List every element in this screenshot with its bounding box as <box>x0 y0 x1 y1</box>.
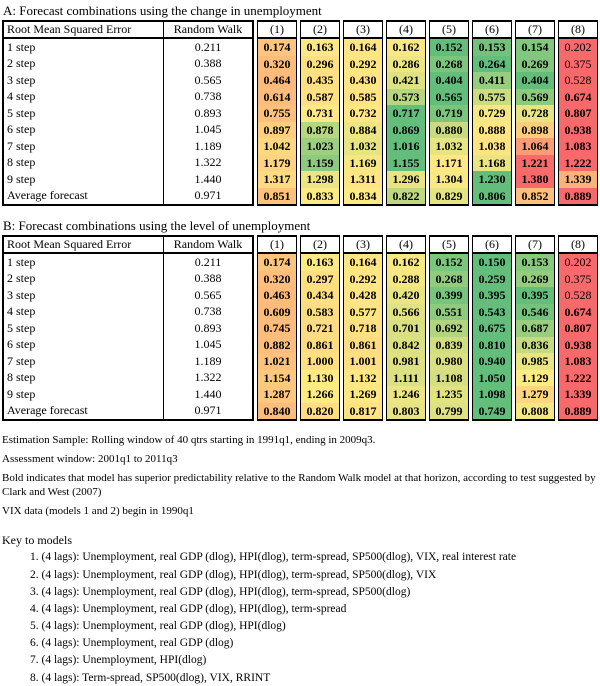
forecast-rmse-cell: 0.320 <box>258 56 296 73</box>
forecast-rmse-cell: 1.001 <box>344 353 382 370</box>
row-label: 9 step <box>4 171 164 188</box>
forecast-rmse-cell: 0.861 <box>301 337 339 354</box>
key-item-7: 7. (4 lags): Unemployment, HPI(dlog) <box>30 654 207 667</box>
model-column-header: (7) <box>516 237 554 254</box>
model-column <box>515 20 555 206</box>
forecast-rmse-cell: 0.395 <box>473 287 511 304</box>
forecast-rmse-cell: 1.311 <box>344 171 382 188</box>
forecast-rmse-cell: 1.000 <box>301 353 339 370</box>
forecast-rmse-cell: 0.806 <box>473 188 511 205</box>
rmse-label-section <box>2 20 254 206</box>
table-row <box>4 89 252 106</box>
forecast-rmse-cell: 1.168 <box>473 155 511 172</box>
forecast-rmse-cell: 0.834 <box>344 188 382 205</box>
table-row <box>4 320 252 337</box>
forecast-rmse-cell: 0.464 <box>258 72 296 89</box>
row-label: 1 step <box>4 39 164 56</box>
forecast-rmse-cell: 1.016 <box>387 138 425 155</box>
random-walk-value: 1.045 <box>194 337 222 352</box>
row-label: 2 step <box>4 271 164 288</box>
forecast-rmse-cell: 1.279 <box>516 386 554 403</box>
forecast-rmse-cell: 0.174 <box>258 39 296 56</box>
forecast-rmse-cell: 0.861 <box>344 337 382 354</box>
random-walk-value: 0.738 <box>194 304 222 319</box>
row-label: 4 step <box>4 304 164 321</box>
forecast-rmse-cell: 0.551 <box>430 304 468 321</box>
forecast-rmse-cell: 0.614 <box>258 89 296 106</box>
table-b-title: B: Forecast combinations using the level of unemployment <box>3 218 311 233</box>
random-walk-value: 0.388 <box>194 56 222 71</box>
forecast-rmse-cell: 1.298 <box>301 171 339 188</box>
key-item-8: 8. (4 lags): Term-spread, SP500(dlog), VIX, RRINT <box>30 671 271 684</box>
forecast-rmse-cell: 0.898 <box>516 122 554 139</box>
note-assessment-window: Assessment window: 2001q1 to 2011q3 <box>2 453 178 466</box>
model-column-header: (6) <box>473 237 511 254</box>
forecast-rmse-cell: 0.296 <box>301 56 339 73</box>
forecast-rmse-cell: 0.675 <box>473 320 511 337</box>
forecast-rmse-cell: 0.585 <box>344 89 382 106</box>
forecast-rmse-cell: 0.297 <box>301 271 339 288</box>
forecast-rmse-cell: 0.269 <box>516 56 554 73</box>
forecast-rmse-cell: 0.833 <box>301 188 339 205</box>
row-label: Average forecast <box>4 188 164 205</box>
model-column <box>515 235 555 421</box>
random-walk-header-cell: Random Walk <box>173 22 243 36</box>
model-column-header: (1) <box>258 237 296 254</box>
forecast-rmse-cell: 0.575 <box>473 89 511 106</box>
forecast-rmse-cell: 1.222 <box>559 370 597 387</box>
rmse-header-cell: Root Mean Squared Error <box>4 237 164 252</box>
table-row <box>4 72 252 89</box>
forecast-rmse-cell: 0.411 <box>473 72 511 89</box>
forecast-rmse-cell: 1.130 <box>301 370 339 387</box>
forecast-rmse-cell: 1.021 <box>258 353 296 370</box>
forecast-rmse-cell: 0.543 <box>473 304 511 321</box>
row-label: 7 step <box>4 353 164 370</box>
model-column-header: (2) <box>301 22 339 39</box>
forecast-rmse-cell: 0.980 <box>430 353 468 370</box>
forecast-rmse-cell: 1.221 <box>516 155 554 172</box>
random-walk-value: 0.971 <box>194 403 222 418</box>
forecast-rmse-cell: 1.098 <box>473 386 511 403</box>
forecast-rmse-cell: 0.721 <box>301 320 339 337</box>
random-walk-value: 1.189 <box>194 138 222 153</box>
forecast-rmse-cell: 0.851 <box>258 188 296 205</box>
random-walk-value: 0.565 <box>194 72 222 87</box>
model-column-header: (3) <box>344 237 382 254</box>
forecast-rmse-cell: 0.573 <box>387 89 425 106</box>
table-row <box>4 353 252 370</box>
model-column-header: (4) <box>387 22 425 39</box>
forecast-rmse-cell: 0.718 <box>344 320 382 337</box>
forecast-rmse-cell: 0.869 <box>387 122 425 139</box>
row-label: 7 step <box>4 138 164 155</box>
forecast-rmse-cell: 0.840 <box>258 403 296 420</box>
forecast-rmse-cell: 1.083 <box>559 138 597 155</box>
model-column-header: (8) <box>559 22 597 39</box>
row-label: 3 step <box>4 72 164 89</box>
forecast-rmse-cell: 0.985 <box>516 353 554 370</box>
forecast-rmse-cell: 1.287 <box>258 386 296 403</box>
forecast-rmse-cell: 1.023 <box>301 138 339 155</box>
forecast-rmse-cell: 0.940 <box>473 353 511 370</box>
key-title: Key to models <box>2 533 72 548</box>
forecast-rmse-cell: 0.430 <box>344 72 382 89</box>
model-column-header: (5) <box>430 237 468 254</box>
table-row <box>4 271 252 288</box>
forecast-rmse-cell: 0.820 <box>301 403 339 420</box>
forecast-rmse-cell: 1.038 <box>473 138 511 155</box>
forecast-rmse-cell: 0.375 <box>559 56 597 73</box>
forecast-rmse-cell: 0.822 <box>387 188 425 205</box>
table-row <box>4 188 252 205</box>
panel-b <box>2 218 598 421</box>
forecast-rmse-cell: 0.268 <box>430 56 468 73</box>
forecast-rmse-cell: 0.888 <box>473 122 511 139</box>
forecast-rmse-cell: 0.807 <box>559 320 597 337</box>
forecast-rmse-cell: 1.339 <box>559 386 597 403</box>
forecast-rmse-cell: 0.701 <box>387 320 425 337</box>
forecast-rmse-cell: 0.268 <box>430 271 468 288</box>
model-column <box>300 20 340 206</box>
forecast-table-b <box>2 235 598 421</box>
random-walk-value: 0.971 <box>194 188 222 203</box>
forecast-rmse-cell: 0.174 <box>258 254 296 271</box>
forecast-rmse-cell: 0.810 <box>473 337 511 354</box>
forecast-rmse-cell: 1.339 <box>559 171 597 188</box>
table-row <box>4 254 252 271</box>
random-walk-value: 0.211 <box>194 39 222 54</box>
forecast-rmse-cell: 1.222 <box>559 155 597 172</box>
forecast-rmse-cell: 0.729 <box>473 105 511 122</box>
model-column <box>558 235 598 421</box>
table-row <box>4 337 252 354</box>
forecast-rmse-cell: 1.064 <box>516 138 554 155</box>
row-label: Average forecast <box>4 403 164 420</box>
forecast-rmse-cell: 0.153 <box>516 254 554 271</box>
forecast-rmse-cell: 0.889 <box>559 188 597 205</box>
forecast-rmse-cell: 0.674 <box>559 89 597 106</box>
forecast-rmse-cell: 0.882 <box>258 337 296 354</box>
forecast-rmse-cell: 0.880 <box>430 122 468 139</box>
key-item-5: 5. (4 lags): Unemployment, real GDP (dlog), HPI(dlog) <box>30 620 286 633</box>
row-label: 2 step <box>4 56 164 73</box>
model-column-header: (1) <box>258 22 296 39</box>
row-label: 9 step <box>4 386 164 403</box>
forecast-rmse-cell: 0.152 <box>430 39 468 56</box>
forecast-rmse-cell: 1.154 <box>258 370 296 387</box>
forecast-rmse-cell: 0.687 <box>516 320 554 337</box>
forecast-rmse-cell: 1.179 <box>258 155 296 172</box>
forecast-rmse-cell: 0.566 <box>387 304 425 321</box>
forecast-rmse-cell: 1.050 <box>473 370 511 387</box>
forecast-rmse-cell: 0.807 <box>559 105 597 122</box>
table-row <box>4 386 252 403</box>
forecast-rmse-cell: 0.399 <box>430 287 468 304</box>
forecast-rmse-cell: 1.317 <box>258 171 296 188</box>
forecast-rmse-cell: 0.163 <box>301 254 339 271</box>
model-column <box>558 20 598 206</box>
forecast-rmse-cell: 0.569 <box>516 89 554 106</box>
random-walk-value: 1.440 <box>194 386 222 401</box>
model-column <box>472 20 512 206</box>
note-estimation-sample: Estimation Sample: Rolling window of 40 qtrs starting in 1991q1, ending in 2009q3. <box>2 434 376 446</box>
forecast-rmse-cell: 1.032 <box>344 138 382 155</box>
forecast-rmse-cell: 0.839 <box>430 337 468 354</box>
forecast-rmse-cell: 0.728 <box>516 105 554 122</box>
forecast-rmse-cell: 1.159 <box>301 155 339 172</box>
forecast-rmse-cell: 0.938 <box>559 337 597 354</box>
forecast-rmse-cell: 0.731 <box>301 105 339 122</box>
random-walk-value: 1.440 <box>194 171 222 186</box>
forecast-rmse-cell: 0.577 <box>344 304 382 321</box>
forecast-rmse-cell: 0.404 <box>430 72 468 89</box>
forecast-rmse-cell: 0.162 <box>387 39 425 56</box>
forecast-rmse-cell: 0.674 <box>559 304 597 321</box>
forecast-rmse-cell: 0.320 <box>258 271 296 288</box>
forecast-rmse-cell: 1.108 <box>430 370 468 387</box>
forecast-rmse-cell: 0.163 <box>301 39 339 56</box>
forecast-rmse-cell: 1.230 <box>473 171 511 188</box>
forecast-rmse-cell: 1.235 <box>430 386 468 403</box>
forecast-rmse-cell: 0.434 <box>301 287 339 304</box>
forecast-rmse-cell: 0.732 <box>344 105 382 122</box>
forecast-rmse-cell: 0.286 <box>387 56 425 73</box>
forecast-rmse-cell: 0.269 <box>516 271 554 288</box>
table-row <box>4 105 252 122</box>
forecast-rmse-cell: 0.609 <box>258 304 296 321</box>
table-header-row <box>4 237 252 254</box>
forecast-rmse-cell: 0.587 <box>301 89 339 106</box>
model-column <box>386 235 426 421</box>
forecast-rmse-cell: 0.164 <box>344 39 382 56</box>
row-label: 6 step <box>4 122 164 139</box>
forecast-rmse-cell: 1.169 <box>344 155 382 172</box>
table-header-row <box>4 22 252 39</box>
forecast-rmse-cell: 0.292 <box>344 271 382 288</box>
key-to-models <box>2 533 598 685</box>
model-column-header: (5) <box>430 22 468 39</box>
model-column-header: (4) <box>387 237 425 254</box>
forecast-rmse-cell: 0.836 <box>516 337 554 354</box>
row-label: 4 step <box>4 89 164 106</box>
table-row <box>4 304 252 321</box>
forecast-rmse-cell: 0.799 <box>430 403 468 420</box>
model-column-header: (6) <box>473 22 511 39</box>
random-walk-header-cell: Random Walk <box>173 237 243 251</box>
forecast-rmse-cell: 0.395 <box>516 287 554 304</box>
forecast-rmse-cell: 0.259 <box>473 271 511 288</box>
forecast-rmse-cell: 0.404 <box>516 72 554 89</box>
forecast-rmse-cell: 1.171 <box>430 155 468 172</box>
forecast-rmse-cell: 0.202 <box>559 254 597 271</box>
rmse-label-section <box>2 235 254 421</box>
model-column <box>386 20 426 206</box>
random-walk-value: 1.322 <box>194 370 222 385</box>
forecast-rmse-cell: 0.817 <box>344 403 382 420</box>
forecast-rmse-cell: 0.852 <box>516 188 554 205</box>
note-bold-meaning: Bold indicates that model has superior predictability relative to the Random Walk model at that horizon, according to test suggested by Clark and West (2007) <box>2 472 596 499</box>
model-column <box>257 235 297 421</box>
model-column <box>472 235 512 421</box>
forecast-rmse-cell: 0.150 <box>473 254 511 271</box>
forecast-rmse-cell: 1.266 <box>301 386 339 403</box>
random-walk-value: 0.893 <box>194 105 222 120</box>
forecast-rmse-cell: 0.164 <box>344 254 382 271</box>
key-item-3: 3. (4 lags): Unemployment, real GDP (dlog), HPI(dlog), term-spread, SP500(dlog) <box>30 585 411 598</box>
forecast-rmse-cell: 0.528 <box>559 72 597 89</box>
forecast-rmse-cell: 1.246 <box>387 386 425 403</box>
forecast-rmse-cell: 0.692 <box>430 320 468 337</box>
forecast-rmse-cell: 0.717 <box>387 105 425 122</box>
forecast-rmse-cell: 1.111 <box>387 370 425 387</box>
forecast-rmse-cell: 0.981 <box>387 353 425 370</box>
forecast-rmse-cell: 0.938 <box>559 122 597 139</box>
forecast-rmse-cell: 1.129 <box>516 370 554 387</box>
forecast-rmse-cell: 0.842 <box>387 337 425 354</box>
model-column-header: (2) <box>301 237 339 254</box>
row-label: 6 step <box>4 337 164 354</box>
forecast-rmse-cell: 1.083 <box>559 353 597 370</box>
table-row <box>4 155 252 172</box>
forecast-rmse-cell: 0.745 <box>258 320 296 337</box>
model-column <box>429 20 469 206</box>
row-label: 5 step <box>4 320 164 337</box>
table-row <box>4 171 252 188</box>
forecast-rmse-cell: 0.162 <box>387 254 425 271</box>
footnotes <box>2 433 598 518</box>
table-row <box>4 403 252 420</box>
forecast-rmse-cell: 0.153 <box>473 39 511 56</box>
row-label: 8 step <box>4 155 164 172</box>
forecast-rmse-cell: 0.375 <box>559 271 597 288</box>
forecast-rmse-cell: 0.583 <box>301 304 339 321</box>
forecast-rmse-cell: 1.042 <box>258 138 296 155</box>
key-item-6: 6. (4 lags): Unemployment, real GDP (dlog) <box>30 637 234 650</box>
forecast-rmse-cell: 0.202 <box>559 39 597 56</box>
random-walk-value: 0.893 <box>194 320 222 335</box>
forecast-rmse-cell: 1.155 <box>387 155 425 172</box>
forecast-rmse-cell: 0.420 <box>387 287 425 304</box>
forecast-rmse-cell: 0.546 <box>516 304 554 321</box>
random-walk-value: 0.211 <box>194 254 222 269</box>
forecast-rmse-cell: 0.749 <box>473 403 511 420</box>
panel-a <box>2 3 598 206</box>
forecast-rmse-cell: 0.829 <box>430 188 468 205</box>
table-a-title: A: Forecast combinations using the change in unemployment <box>3 3 322 18</box>
model-column-header: (3) <box>344 22 382 39</box>
forecast-rmse-cell: 0.152 <box>430 254 468 271</box>
forecast-rmse-cell: 0.428 <box>344 287 382 304</box>
table-row <box>4 39 252 56</box>
forecast-rmse-cell: 1.269 <box>344 386 382 403</box>
forecast-rmse-cell: 0.878 <box>301 122 339 139</box>
table-row <box>4 287 252 304</box>
forecast-rmse-cell: 0.154 <box>516 39 554 56</box>
random-walk-value: 0.565 <box>194 287 222 302</box>
key-item-4: 4. (4 lags): Unemployment, real GDP (dlog), HPI(dlog), term-spread <box>30 602 347 615</box>
rmse-header-cell: Root Mean Squared Error <box>4 22 164 37</box>
row-label: 8 step <box>4 370 164 387</box>
model-column <box>257 20 297 206</box>
note-vix-data: VIX data (models 1 and 2) begin in 1990q1 <box>2 505 194 518</box>
model-column-header: (7) <box>516 22 554 39</box>
model-column <box>343 20 383 206</box>
forecast-rmse-cell: 1.380 <box>516 171 554 188</box>
row-label: 5 step <box>4 105 164 122</box>
forecast-rmse-cell: 0.264 <box>473 56 511 73</box>
model-column <box>343 235 383 421</box>
forecast-rmse-cell: 0.808 <box>516 403 554 420</box>
table-row <box>4 370 252 387</box>
table-row <box>4 56 252 73</box>
table-row <box>4 138 252 155</box>
row-label: 3 step <box>4 287 164 304</box>
random-walk-value: 1.322 <box>194 155 222 170</box>
row-label: 1 step <box>4 254 164 271</box>
forecast-rmse-cell: 0.288 <box>387 271 425 288</box>
forecast-rmse-cell: 0.755 <box>258 105 296 122</box>
forecast-rmse-cell: 1.304 <box>430 171 468 188</box>
forecast-table-a <box>2 20 598 206</box>
forecast-rmse-cell: 0.565 <box>430 89 468 106</box>
forecast-rmse-cell: 0.528 <box>559 287 597 304</box>
random-walk-value: 1.189 <box>194 353 222 368</box>
random-walk-value: 1.045 <box>194 122 222 137</box>
forecast-rmse-cell: 1.132 <box>344 370 382 387</box>
forecast-rmse-cell: 0.719 <box>430 105 468 122</box>
forecast-rmse-cell: 0.897 <box>258 122 296 139</box>
model-column <box>300 235 340 421</box>
forecast-rmse-cell: 0.292 <box>344 56 382 73</box>
forecast-rmse-cell: 0.803 <box>387 403 425 420</box>
forecast-rmse-cell: 1.032 <box>430 138 468 155</box>
forecast-rmse-cell: 0.421 <box>387 72 425 89</box>
key-item-1: 1. (4 lags): Unemployment, real GDP (dlog), HPI(dlog), term-spread, SP500(dlog), VIX, real interest rate <box>30 551 517 564</box>
table-row <box>4 122 252 139</box>
forecast-rmse-cell: 0.463 <box>258 287 296 304</box>
key-item-2: 2. (4 lags): Unemployment, real GDP (dlog), HPI(dlog), term-spread, SP500(dlog), VIX <box>30 568 437 581</box>
forecast-rmse-cell: 1.296 <box>387 171 425 188</box>
forecast-rmse-cell: 0.884 <box>344 122 382 139</box>
model-column <box>429 235 469 421</box>
forecast-rmse-cell: 0.435 <box>301 72 339 89</box>
forecast-rmse-cell: 0.889 <box>559 403 597 420</box>
model-column-header: (8) <box>559 237 597 254</box>
random-walk-value: 0.388 <box>194 271 222 286</box>
random-walk-value: 0.738 <box>194 89 222 104</box>
